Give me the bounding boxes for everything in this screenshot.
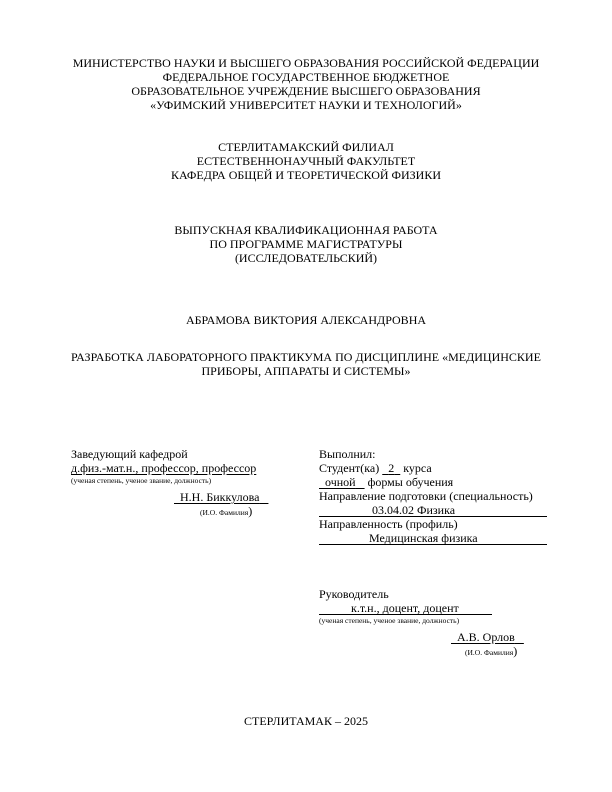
work-type-line-3: (ИССЛЕДОВАТЕЛЬСКИЙ) — [234, 251, 378, 265]
student-course-line: Студент(ка) 2 курса — [319, 461, 432, 475]
supervisor-degree: к.т.н., доцент, доцент — [351, 601, 459, 615]
study-form-line: очной формы обучения — [325, 475, 454, 489]
performed-label: Выполнил: — [319, 447, 376, 461]
supervisor-name-hint: (И.О. Фамилия) — [465, 644, 518, 658]
ministry-line-1: МИНИСТЕРСТВО НАУКИ И ВЫСШЕГО ОБРАЗОВАНИЯ РОССИЙСКОЙ ФЕДЕРАЦИИ — [72, 56, 540, 70]
supervisor-degree-hint: (ученая степень, ученое звание, должность) — [319, 616, 460, 625]
course-number: 2 — [388, 461, 395, 475]
direction-value: 03.04.02 Физика — [372, 503, 456, 517]
topic-line-2: ПРИБОРЫ, АППАРАТЫ И СИСТЕМЫ» — [201, 364, 411, 378]
city-year: СТЕРЛИТАМАК – 2025 — [244, 714, 368, 728]
head-of-dept-degree-hint: (ученая степень, ученое звание, должность) — [71, 476, 212, 485]
topic-line-1: РАЗРАБОТКА ЛАБОРАТОРНОГО ПРАКТИКУМА ПО ДИСЦИПЛИНЕ «МЕДИЦИНСКИЕ — [71, 350, 541, 364]
author-name: АБРАМОВА ВИКТОРИЯ АЛЕКСАНДРОВНА — [185, 313, 427, 327]
head-of-dept-degree: д.физ.-мат.н., профессор, профессор — [71, 461, 257, 475]
work-type-line-2: ПО ПРОГРАММЕ МАГИСТРАТУРЫ — [209, 237, 403, 251]
supervisor-name: А.В. Орлов — [457, 630, 515, 644]
university-name: «УФИМСКИЙ УНИВЕРСИТЕТ НАУКИ И ТЕХНОЛОГИЙ» — [150, 98, 462, 112]
head-of-dept-label: Заведующий кафедрой — [71, 447, 188, 461]
profile-value: Медицинская физика — [369, 531, 478, 545]
direction-label: Направление подготовки (специальность) — [319, 489, 533, 503]
ministry-line-3: ОБРАЗОВАТЕЛЬНОЕ УЧРЕЖДЕНИЕ ВЫСШЕГО ОБРАЗОВАНИЯ — [131, 84, 481, 98]
head-of-dept-name-hint: (И.О. Фамилия) — [200, 504, 253, 518]
work-type-line-1: ВЫПУСКНАЯ КВАЛИФИКАЦИОННАЯ РАБОТА — [174, 223, 438, 237]
ministry-line-2: ФЕДЕРАЛЬНОЕ ГОСУДАРСТВЕННОЕ БЮДЖЕТНОЕ — [162, 70, 450, 84]
supervisor-label: Руководитель — [319, 587, 389, 601]
head-of-dept-name: Н.Н. Биккулова — [180, 490, 260, 504]
branch-name: СТЕРЛИТАМАКСКИЙ ФИЛИАЛ — [218, 140, 394, 154]
study-form: очной — [325, 475, 356, 489]
profile-label: Направленность (профиль) — [319, 517, 458, 531]
department-name: КАФЕДРА ОБЩЕЙ И ТЕОРЕТИЧЕСКОЙ ФИЗИКИ — [170, 168, 442, 182]
faculty-name: ЕСТЕСТВЕННОНАУЧНЫЙ ФАКУЛЬТЕТ — [196, 154, 416, 168]
